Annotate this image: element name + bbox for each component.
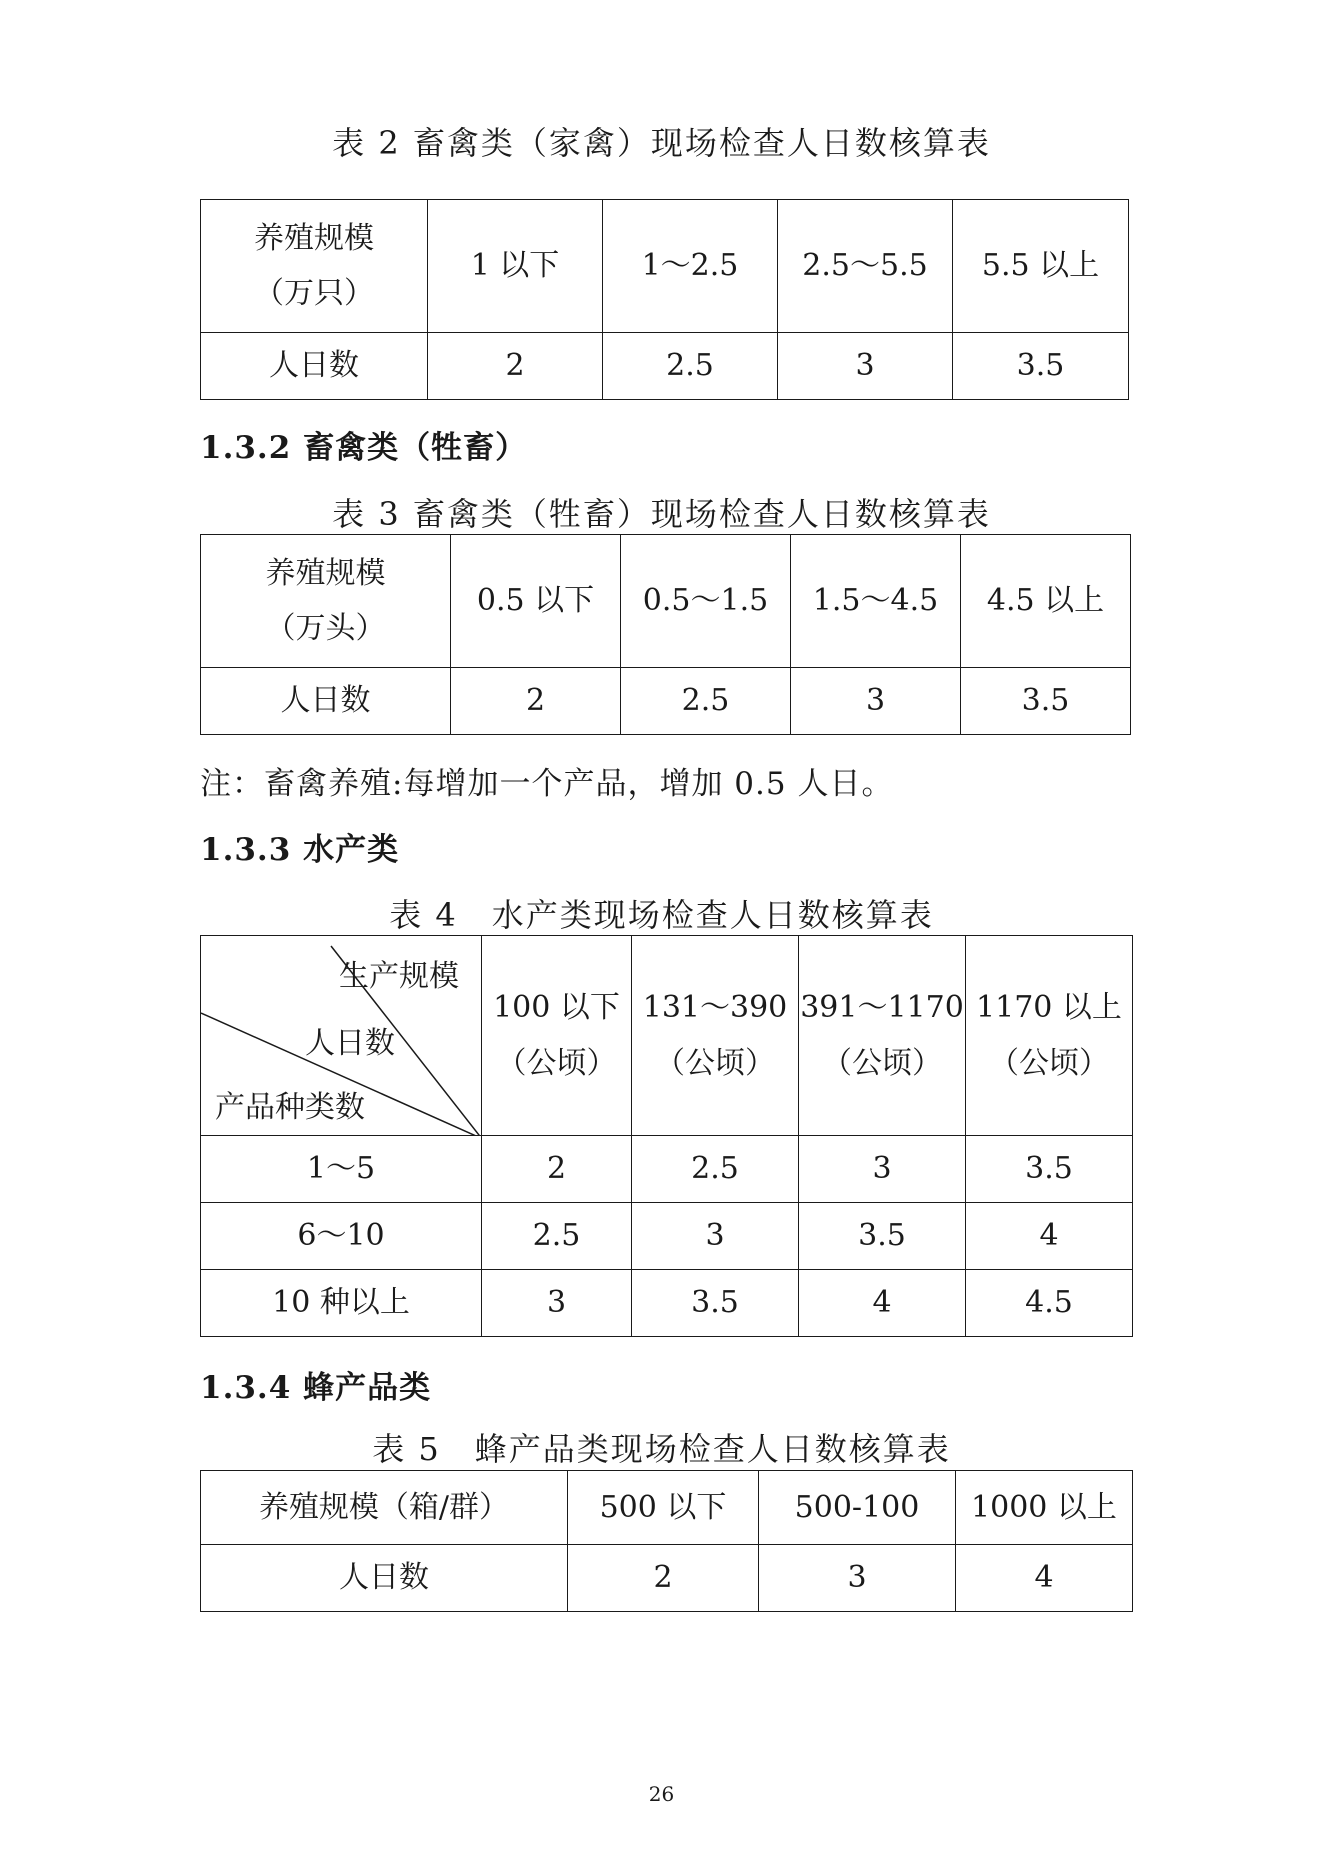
table5 [200,1470,1133,1612]
table2-value-label: 人日数 [201,333,428,400]
table4-row [201,1270,1133,1337]
table5-cell: 3 [759,1545,956,1612]
table3 [200,534,1131,735]
table3-col-header: 0.5～1.5 [621,535,791,668]
section-heading-1-3-3: 1.3.3 水产类 [200,832,400,868]
table4-cell: 2.5 [632,1136,799,1203]
table2-caption: 表 2 畜禽类（家禽）现场检查人日数核算表 [332,124,991,162]
table5-caption: 表 5 蜂产品类现场检查人日数核算表 [372,1430,951,1468]
table4-cell: 3.5 [966,1136,1133,1203]
table4-cell: 2.5 [482,1203,632,1270]
table3-col-header: 4.5 以上 [961,535,1131,668]
table4-col-header-line1: 100 以下 [493,990,620,1025]
table4-row-label: 1～5 [201,1136,482,1203]
table2-row-header-line2: （万只） [254,276,374,311]
table5-cell: 2 [568,1545,759,1612]
table2-col-header: 5.5 以上 [953,200,1129,333]
table2-col-header: 1～2.5 [603,200,778,333]
page-number: 26 [648,1782,675,1806]
table3-value-row [201,668,1131,735]
table4-row [201,1136,1133,1203]
table4-col-header [632,936,799,1136]
diagonal-label-production-scale: 生产规模 [339,959,459,994]
table4-col-header-line1: 131～390 [642,990,788,1025]
table4-col-header-line2: （公顷） [655,1045,775,1081]
diagonal-label-product-types: 产品种类数 [215,1090,365,1125]
table5-col-header: 500-100 [759,1471,956,1545]
diagonal-label-person-days: 人日数 [305,1026,395,1061]
table4-cell: 4 [799,1270,966,1337]
table3-cell: 3.5 [961,668,1131,735]
table4-row-label: 10 种以上 [201,1270,482,1337]
table3-col-header: 0.5 以下 [451,535,621,668]
table4-cell: 3 [482,1270,632,1337]
table4-cell: 4.5 [966,1270,1133,1337]
table3-caption: 表 3 畜禽类（牲畜）现场检查人日数核算表 [332,495,991,533]
table2-row-header [201,200,428,333]
table4-caption: 表 4 水产类现场检查人日数核算表 [389,896,934,934]
table3-cell: 3 [791,668,961,735]
table2-value-row [201,333,1129,400]
table3-row-header-line1: 养殖规模 [265,555,386,591]
table3-cell: 2 [451,668,621,735]
table4-col-header [966,936,1133,1136]
table2-cell: 3.5 [953,333,1129,400]
table4-col-header [799,936,966,1136]
table4-col-header-line2: （公顷） [989,1045,1109,1081]
table4-cell: 3.5 [799,1203,966,1270]
table4-col-header [482,936,632,1136]
table4 [200,935,1133,1337]
table2-col-header: 1 以下 [428,200,603,333]
table3-col-header: 1.5～4.5 [791,535,961,668]
table4-col-header-line2: （公顷） [822,1045,942,1081]
table4-cell: 3 [632,1203,799,1270]
table4-cell: 2 [482,1136,632,1203]
table2 [200,199,1129,400]
table5-header-row [201,1471,1133,1545]
table4-cell: 4 [966,1203,1133,1270]
section-heading-1-3-4: 1.3.4 蜂产品类 [200,1370,432,1406]
table5-cell: 4 [956,1545,1133,1612]
table4-header-row [201,936,1133,1136]
table4-col-header-line2: （公顷） [496,1045,617,1081]
table5-col-header: 500 以下 [568,1471,759,1545]
table2-cell: 2.5 [603,333,778,400]
table5-row-header: 养殖规模（箱/群） [201,1471,568,1545]
section-heading-1-3-2: 1.3.2 畜禽类（牲畜） [200,430,528,466]
table5-col-header: 1000 以上 [956,1471,1133,1545]
table2-header-row [201,200,1129,333]
table4-cell: 3 [799,1136,966,1203]
table4-cell: 3.5 [632,1270,799,1337]
table3-header-row [201,535,1131,668]
table4-col-header-line1: 391～1170 [800,990,964,1025]
table2-row-header-line1: 养殖规模 [254,220,374,256]
table2-cell: 3 [778,333,953,400]
table4-col-header-line1: 1170 以上 [976,990,1122,1025]
table3-value-label: 人日数 [201,668,451,735]
table2-col-header: 2.5～5.5 [778,200,953,333]
table4-row-label: 6～10 [201,1203,482,1270]
table4-row [201,1203,1133,1270]
table5-value-row [201,1545,1133,1612]
table3-row-header-line2: （万头） [265,611,386,646]
table2-cell: 2 [428,333,603,400]
table3-cell: 2.5 [621,668,791,735]
note: 注：畜禽养殖:每增加一个产品，增加 0.5 人日。 [200,766,894,802]
table3-row-header [201,535,451,668]
table4-diagonal-header [201,936,482,1136]
table5-value-label: 人日数 [201,1545,568,1612]
